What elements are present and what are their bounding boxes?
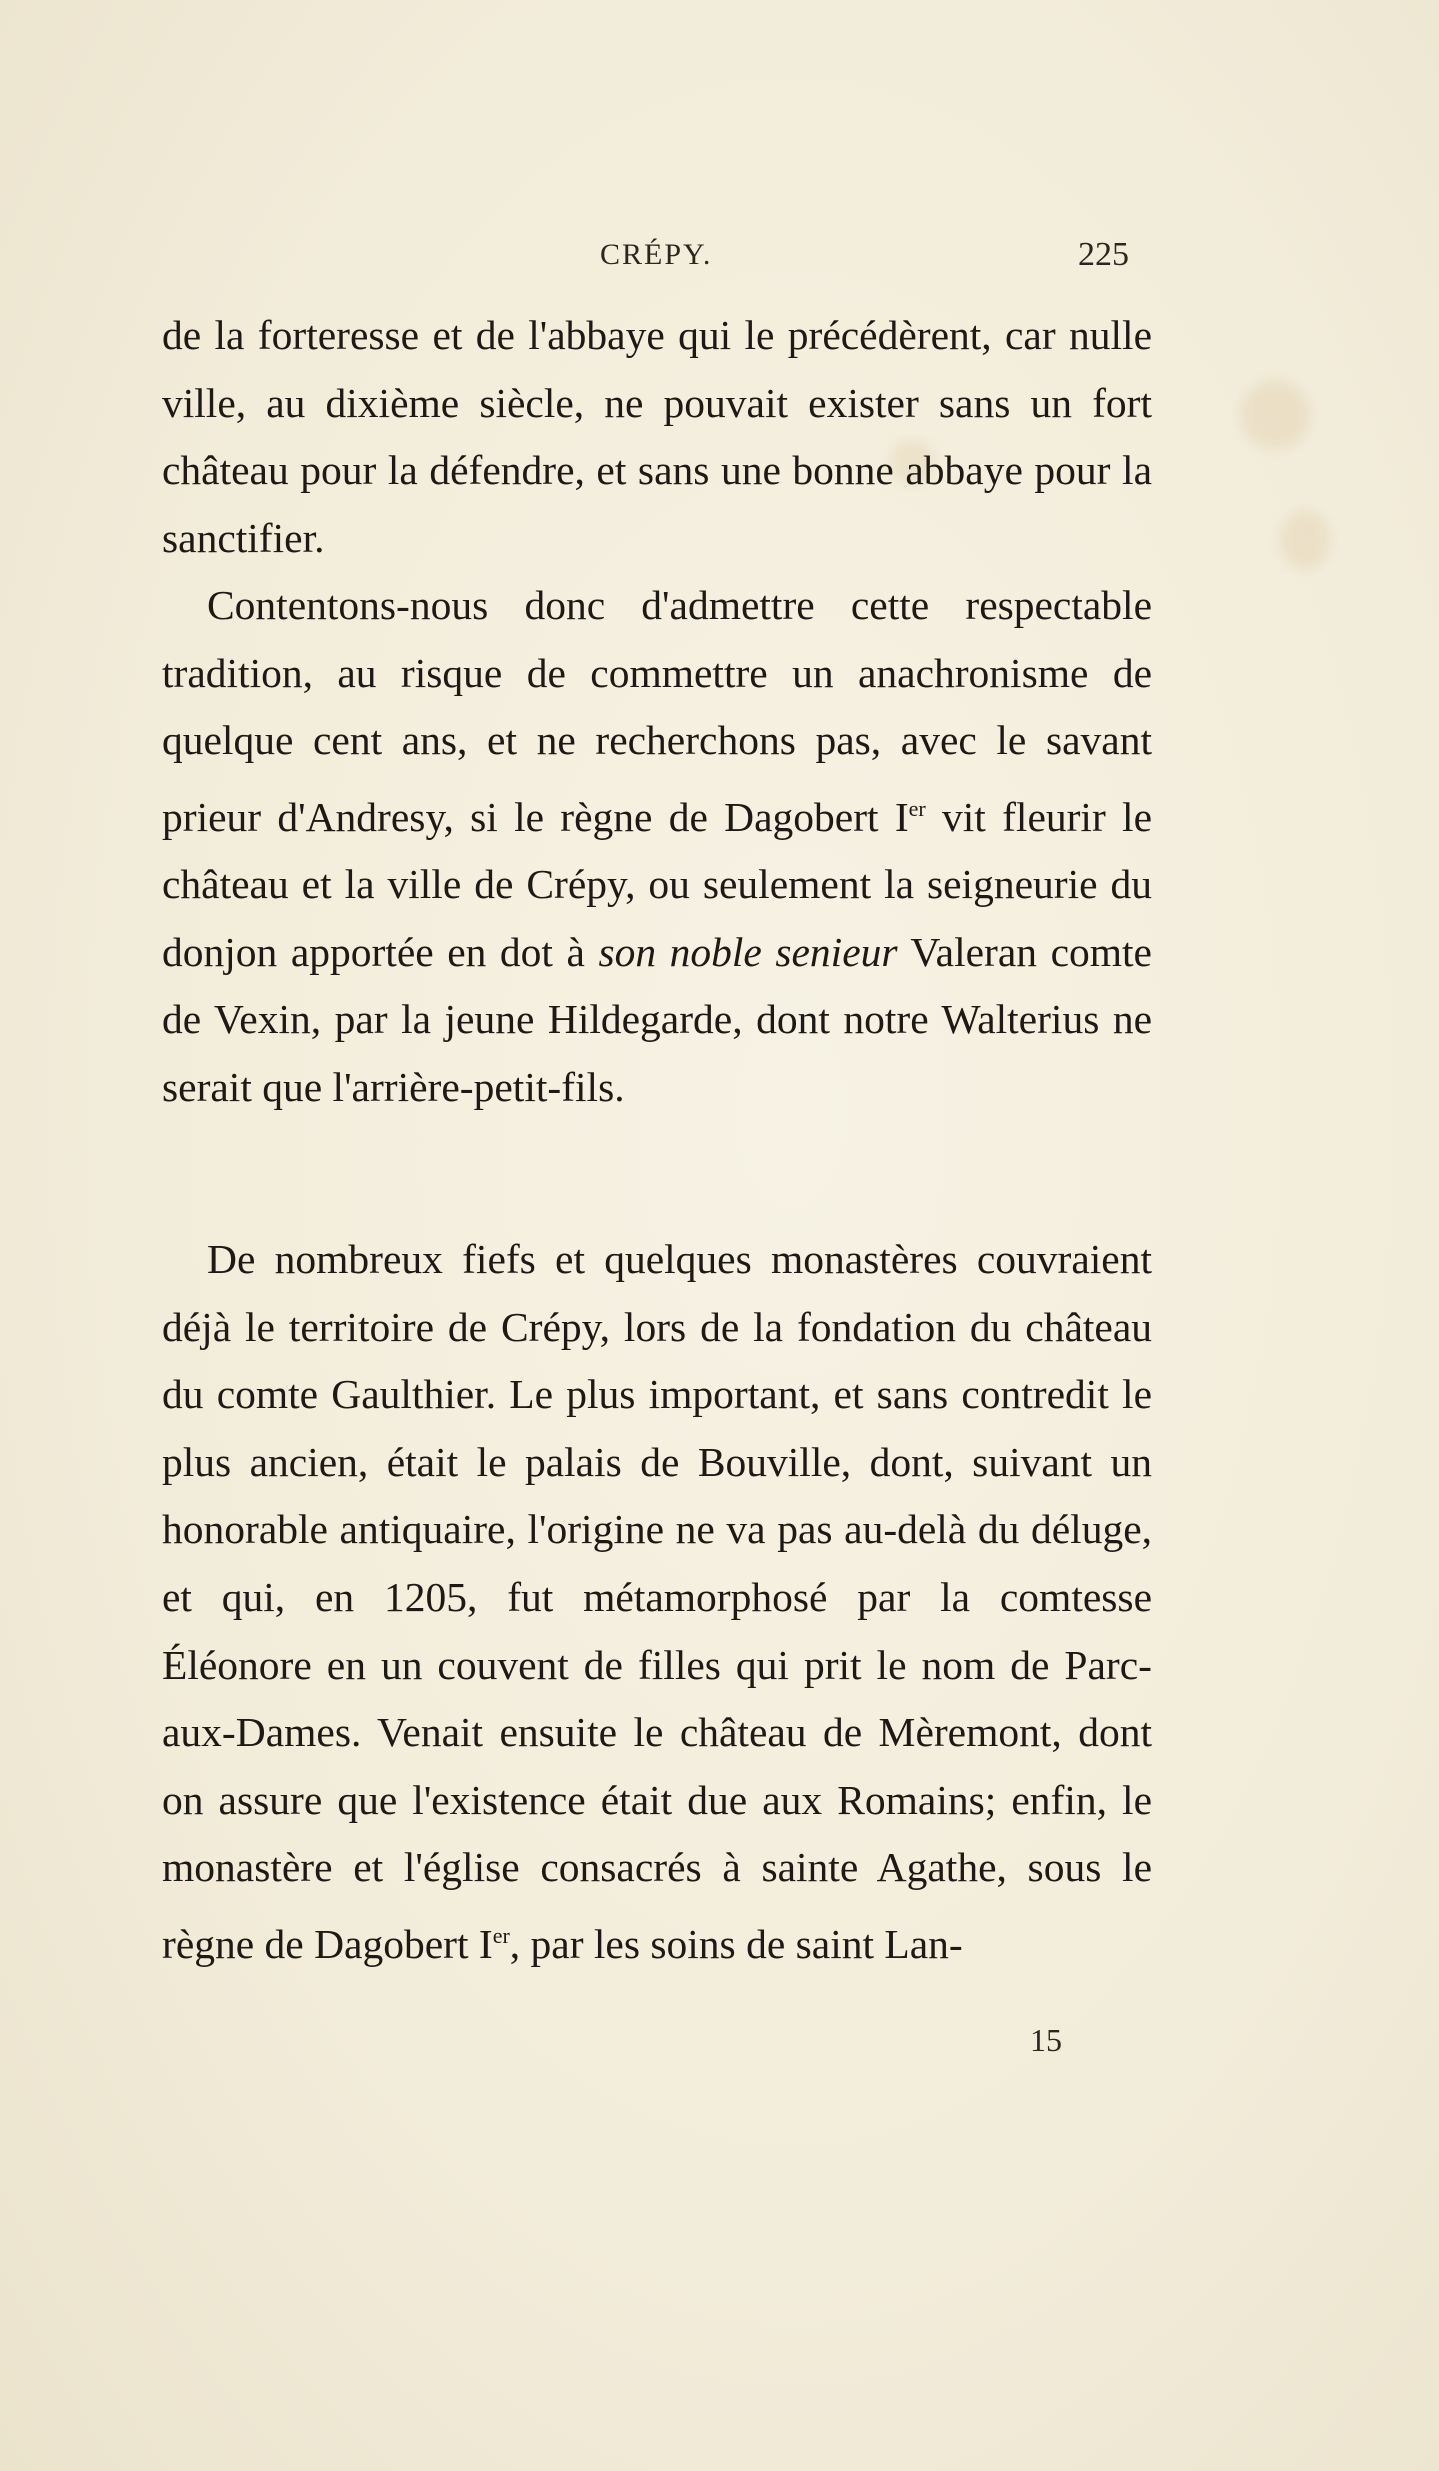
ordinal-superscript: er	[908, 795, 926, 821]
paragraph-tradition	[162, 572, 1152, 1122]
paragraph-continuation	[162, 302, 1152, 572]
page-number: 225	[1078, 236, 1129, 273]
paragraph-text-middle: vit fleurir le château et la ville de Crépy, ou seulement la seigneurie du donjon apportée en dot à	[162, 793, 1152, 975]
paragraph-text-start: De nombreux fiefs et quelques monastères couvraient déjà le territoire de Crépy, lors de la fondation du château du comte Gaulthier. Le plus important, et sans contredit le plus ancien, était le palais de Bouville, dont, suivant un honorable antiquaire, l'origine ne va pas au-delà du déluge, et qui, en 1205, fut métamorphosé par la comtesse Éléonore en un couvent de filles qui prit le nom de Parc-aux-Dames. Venait ensuite le château de Mèremont, dont on assure que l'existence était due aux Romains; enfin, le monastère et l'église consacrés à sainte Agathe, sous le règne de Dagobert I	[162, 1236, 1152, 1967]
paragraph-fiefs	[162, 1226, 1152, 1978]
page-header	[0, 238, 1439, 288]
paper-stain	[1280, 510, 1330, 570]
running-head: CRÉPY.	[600, 238, 713, 271]
paper-stain	[1240, 380, 1310, 450]
paragraph-text: de la forteresse et de l'abbaye qui le précédèrent, car nulle ville, au dixième siècle, ne pouvait exister sans un fort château pour la défendre, et sans une bonne abbaye pour la sanctifier.	[162, 312, 1152, 561]
paragraph-text-start: Contentons-nous donc d'admettre cette respectable tradition, au risque de commettre un anachronisme de quelque cent ans, et ne recherchons pas, avec le savant prieur d'Andresy, si le règne de Dagobert I	[162, 582, 1152, 840]
ordinal-superscript: er	[492, 1922, 510, 1948]
italic-phrase: son noble senieur	[598, 928, 898, 975]
signature-mark: 15	[1030, 2022, 1062, 2058]
paragraph-text-end: Valeran comte de Vexin, par la jeune Hildegarde, dont notre Walterius ne serait que l'arrière-petit-fils.	[162, 928, 1152, 1110]
paragraph-text-end: , par les soins de saint Lan-	[509, 1920, 963, 1967]
